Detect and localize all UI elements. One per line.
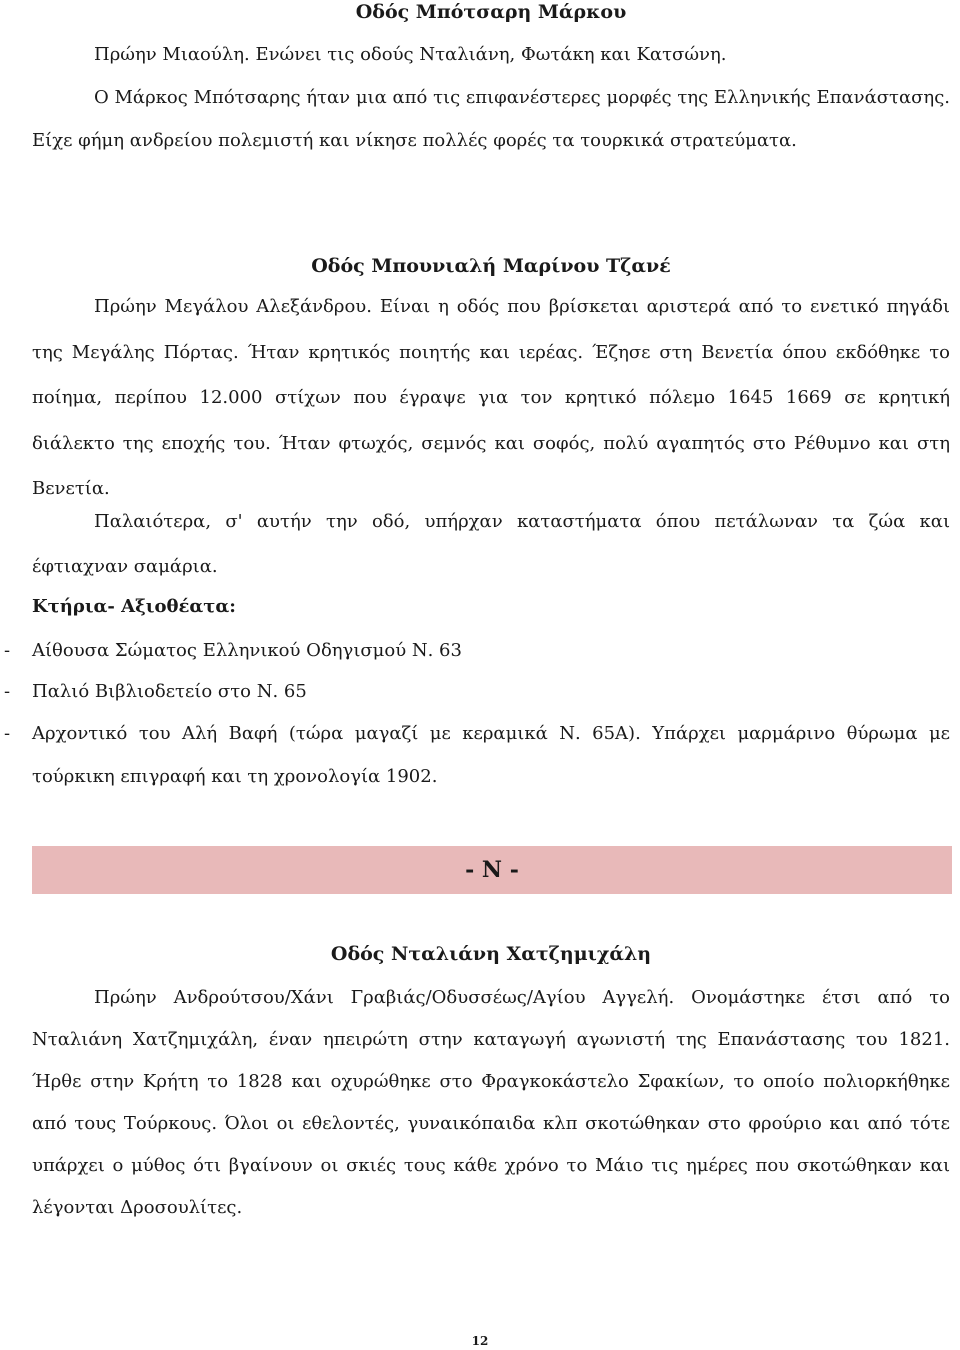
list-bullet: - (4, 640, 11, 661)
list-bullet: - (4, 681, 11, 702)
list-item (4, 630, 950, 671)
street-title-dalianis: Οδός Νταλιάνη Χατζημιχάλη (330, 943, 652, 965)
list-item-text: Αρχοντικό του Αλή Βαφή (τώρα μαγαζί με κεραμικά Ν. 65Α). Υπάρχει μαρμάρινο θύρωμα με τούρκικη επιγραφή και τη χρονολογία 1902. (32, 723, 950, 787)
letter-section-band (32, 846, 952, 894)
list-item (4, 712, 950, 798)
paragraph: Πρώην Ανδρούτσου/Χάνι Γραβιάς/Οδυσσέως/Αγίου Αγγελή. Ονομάστηκε έτσι από το Νταλιάνη Χατζημιχάλη, έναν ηπειρώτη στην καταγωγή αγωνιστή της Επανάστασης του 1821. Ήρθε στην Κρήτη το 1828 και οχυρώθηκε στο Φραγκοκάστελο Σφακίων, το οποίο πολιορκήθηκε από τους Τούρκους. Όλοι οι εθελοντές, γυναικόπαιδα κλπ σκοτώθηκαν στο φρούριο και από τότε υπάρχει ο μύθος ότι βγαίνουν οι σκιές τους κάθε χρόνο το Μάιο τις ημέρες που σκοτώθηκαν και λέγονται Δροσουλίτες. (32, 987, 950, 1218)
street-title-botsari: Οδός Μπότσαρη Μάρκου (355, 1, 627, 23)
paragraph: Παλαιότερα, σ' αυτήν την οδό, υπήρχαν καταστήματα όπου πετάλωναν τα ζώα και έφτιαχναν σαμάρια. (32, 511, 950, 577)
paragraph: Πρώην Μεγάλου Αλεξάνδρου. Είναι η οδός που βρίσκεται αριστερά από το ενετικό πηγάδι της Μεγάλης Πόρτας. Ήταν κρητικός ποιητής και ιερέας. Έζησε στη Βενετία όπου εκδόθηκε το ποίημα, περίπου 12.000 στίχων που έγραψε για τον κρητικό πόλεμο 1645 1669 σε κρητική διάλεκτο της εποχής του. Ήταν φτωχός, σεμνός και σοφός, πολύ αγαπητός στο Ρέθυμνο και στη Βενετία. (32, 296, 950, 499)
buildings-heading: Κτήρια- Αξιοθέατα: (32, 596, 236, 617)
paragraph: Ο Μάρκος Μπότσαρης ήταν μια από τις επιφανέστερες μορφές της Ελληνικής Επανάστασης. Είχε φήμη ανδρείου πολεμιστή και νίκησε πολλές φορές τα τουρκικά στρατεύματα. (32, 87, 950, 151)
street-title-bounialis: Οδός Μπουνιαλή Μαρίνου Τζανέ (311, 255, 671, 277)
page-number: 12 (471, 1334, 489, 1348)
letter-heading: - Ν - (465, 857, 519, 883)
list-item-text: Παλιό Βιβλιοδετείο στο Ν. 65 (32, 681, 307, 702)
list-item (4, 671, 950, 712)
paragraph: Πρώην Μιαούλη. Ενώνει τις οδούς Νταλιάνη, Φωτάκη και Κατσώνη. (94, 44, 727, 65)
list-item-text: Αίθουσα Σώματος Ελληνικού Οδηγισμού Ν. 63 (32, 640, 462, 661)
list-bullet: - (4, 723, 11, 744)
